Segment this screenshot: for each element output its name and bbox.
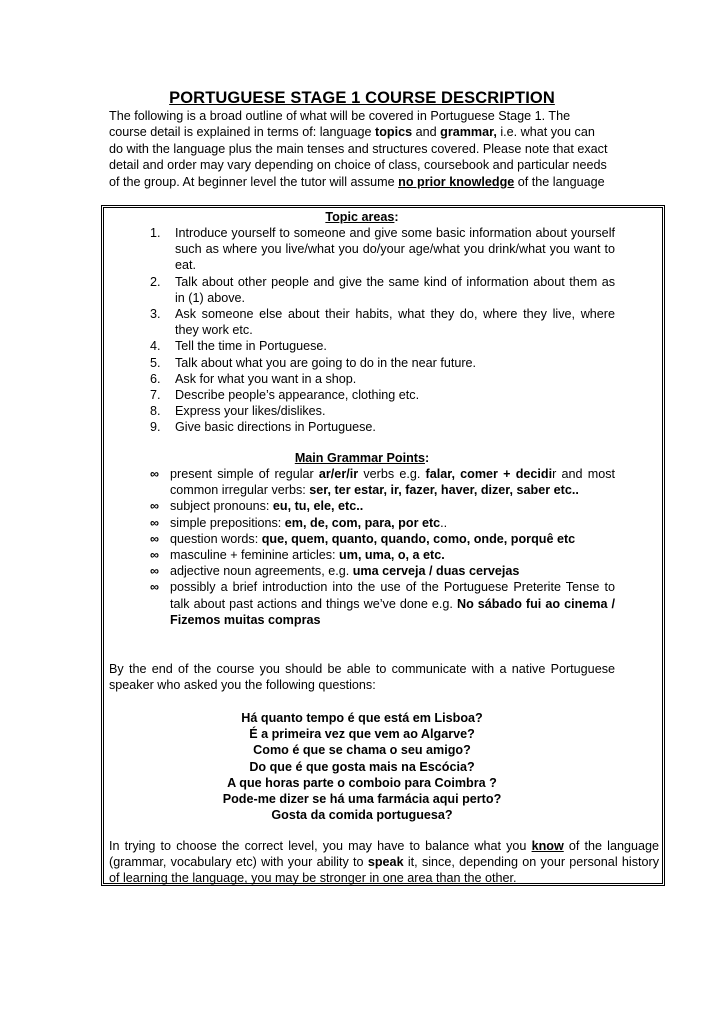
intro-bold-grammar: grammar,: [440, 125, 497, 140]
infinity-bullet-icon: ∞: [150, 515, 159, 530]
infinity-bullet-icon: ∞: [150, 564, 159, 579]
question-list: [0, 710, 724, 823]
question-line: Gosta da comida portuguesa?: [271, 808, 453, 823]
intro-text: i.e. what you can do with the language plus the main tenses and structures covered. Please note that exact detail and order may vary depending on choice of class, coursebook and particular needs of the group. At beginner level the tutor will assume: [109, 125, 608, 189]
question-line: É a primeira vez que vem ao Algarve?: [249, 727, 475, 742]
infinity-bullet-icon: ∞: [150, 548, 159, 563]
list-item: 6. Ask for what you want in a shop.: [150, 371, 357, 386]
list-item: 7. Describe people’s appearance, clothing etc.: [150, 388, 420, 403]
bold-know: know: [531, 839, 564, 853]
list-item: 5. Talk about what you are going to do in the near future.: [150, 355, 477, 370]
final-paragraph: In trying to choose the correct level, you may have to balance what you know of the language (grammar, vocabulary etc) with your ability to speak it, since, depending on your personal history of learning the language, you may be stronger in one area than the other.: [109, 839, 659, 886]
question-line: A que horas parte o comboio para Coimbra ?: [227, 775, 497, 790]
infinity-bullet-icon: ∞: [150, 499, 159, 514]
intro-paragraph: [109, 108, 609, 190]
question-line: Há quanto tempo é que está em Lisboa?: [241, 711, 483, 725]
intro-text: of the language: [514, 174, 605, 189]
question-line: Pode-me dizer se há uma farmácia aqui perto?: [222, 792, 502, 807]
question-line: Como é que se chama o seu amigo?: [253, 743, 471, 758]
list-item: 3. Ask someone else about their habits, what they do, where they live, where they work etc.: [150, 307, 615, 338]
closing-paragraph: By the end of the course you should be able to communicate with a native Portuguese speaker who asked you the following questions:: [109, 662, 615, 693]
question-line: Do que é que gosta mais na Escócia?: [249, 759, 475, 774]
list-item: ∞ possibly a brief introduction into the use of the Portuguese Preterite Tense to talk about past actions and things we’ve done e.g. No sábado fui ao cinema / Fizemos muitas compras: [150, 580, 615, 627]
grammar-list: [150, 466, 615, 628]
list-item: ∞ subject pronouns: eu, tu, ele, etc..: [150, 499, 364, 514]
intro-text: The following is a broad outline of what will be covered in Portuguese Stage 1. The course detail is explained in terms of: language: [109, 109, 571, 140]
bold-speak: speak: [367, 855, 404, 870]
list-item: ∞ adjective noun agreements, e.g. uma cerveja / duas cervejas: [150, 564, 520, 579]
infinity-bullet-icon: ∞: [150, 531, 159, 546]
topic-areas-heading: Topic areas:: [325, 210, 399, 224]
list-item: 2. Talk about other people and give the same kind of information about them as in (1) above.: [150, 274, 615, 305]
list-item: ∞ present simple of regular ar/er/ir verbs e.g. falar, comer + decidir and most common irregular verbs: ser, ter estar, ir, fazer, haver, dizer, saber etc..: [150, 467, 615, 498]
page-title: PORTUGUESE STAGE 1 COURSE DESCRIPTION: [169, 89, 555, 107]
grammar-points-heading: Main Grammar Points:: [294, 451, 430, 465]
list-item: 8. Express your likes/dislikes.: [150, 404, 326, 419]
infinity-bullet-icon: ∞: [150, 580, 159, 595]
intro-bold-no-prior-knowledge: no prior knowledge: [398, 174, 515, 189]
list-item: ∞ masculine + feminine articles: um, uma, o, a etc.: [150, 548, 445, 563]
list-item: 4. Tell the time in Portuguese.: [150, 339, 327, 354]
intro-text: and: [412, 125, 441, 140]
infinity-bullet-icon: ∞: [150, 467, 159, 481]
list-item: ∞ question words: que, quem, quanto, quando, como, onde, porquê etc: [150, 531, 576, 546]
list-item: 9. Give basic directions in Portuguese.: [150, 420, 376, 435]
intro-bold-topics: topics: [375, 125, 413, 140]
topic-list: [150, 225, 615, 436]
list-item: ∞ simple prepositions: em, de, com, para, por etc..: [150, 515, 448, 530]
list-item: 1. Introduce yourself to someone and give some basic information about yourself such as where you live/what you do/your age/what you drink/what you want to eat.: [150, 226, 615, 273]
